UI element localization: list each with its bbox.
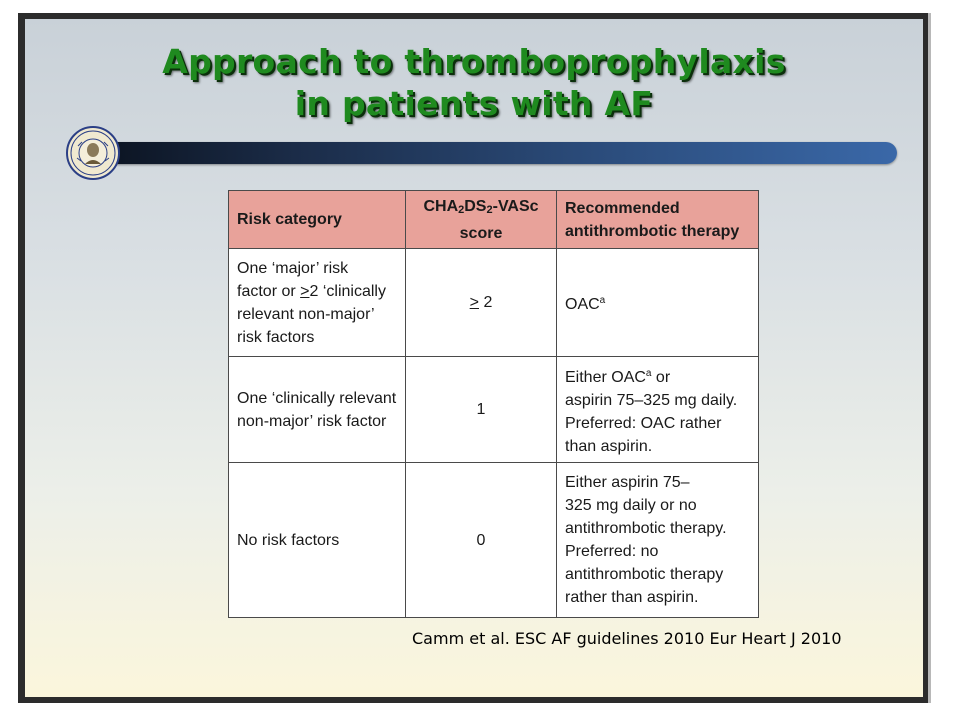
- slide-title-line1: Approach to thromboprophylaxis: [162, 42, 786, 81]
- risk-category-cell: No risk factors: [229, 463, 406, 618]
- university-seal-icon: [66, 126, 120, 180]
- therapy-cell: Either OAC$^a$ or aspirin 75–325 mg daily. Preferred: OAC rather than aspirin.: [557, 357, 759, 463]
- header-risk-category: Risk category: [229, 191, 406, 249]
- slide: [25, 19, 923, 697]
- table-row: [229, 249, 759, 357]
- citation-text: Camm et al. ESC AF guidelines 2010 Eur Heart J 2010: [412, 629, 842, 648]
- score-cell: 1: [406, 357, 557, 463]
- slide-title-line2: in patients with AF: [294, 84, 654, 123]
- thromboprophylaxis-table: [228, 190, 759, 618]
- header-score: CHA2DS2-VASc score: [406, 191, 557, 249]
- table-row: [229, 463, 759, 618]
- slide-title: [25, 41, 923, 125]
- header-therapy: Recommended antithrombotic therapy: [557, 191, 759, 249]
- therapy-cell: OAC$^a$: [557, 249, 759, 357]
- slide-frame-edge: [928, 13, 931, 703]
- risk-category-cell: One ‘clinically relevant non-major’ risk factor: [229, 357, 406, 463]
- table-row: [229, 357, 759, 463]
- score-cell: > 2: [406, 249, 557, 357]
- score-cell: 0: [406, 463, 557, 618]
- title-divider-bar: [95, 142, 897, 164]
- table-header-row: [229, 191, 759, 249]
- therapy-cell: Either aspirin 75– 325 mg daily or no antithrombotic therapy. Preferred: no antithrombotic therapy rather than aspirin.: [557, 463, 759, 618]
- risk-category-cell: One ‘major’ risk factor or >2 ‘clinically relevant non-major’ risk factors: [229, 249, 406, 357]
